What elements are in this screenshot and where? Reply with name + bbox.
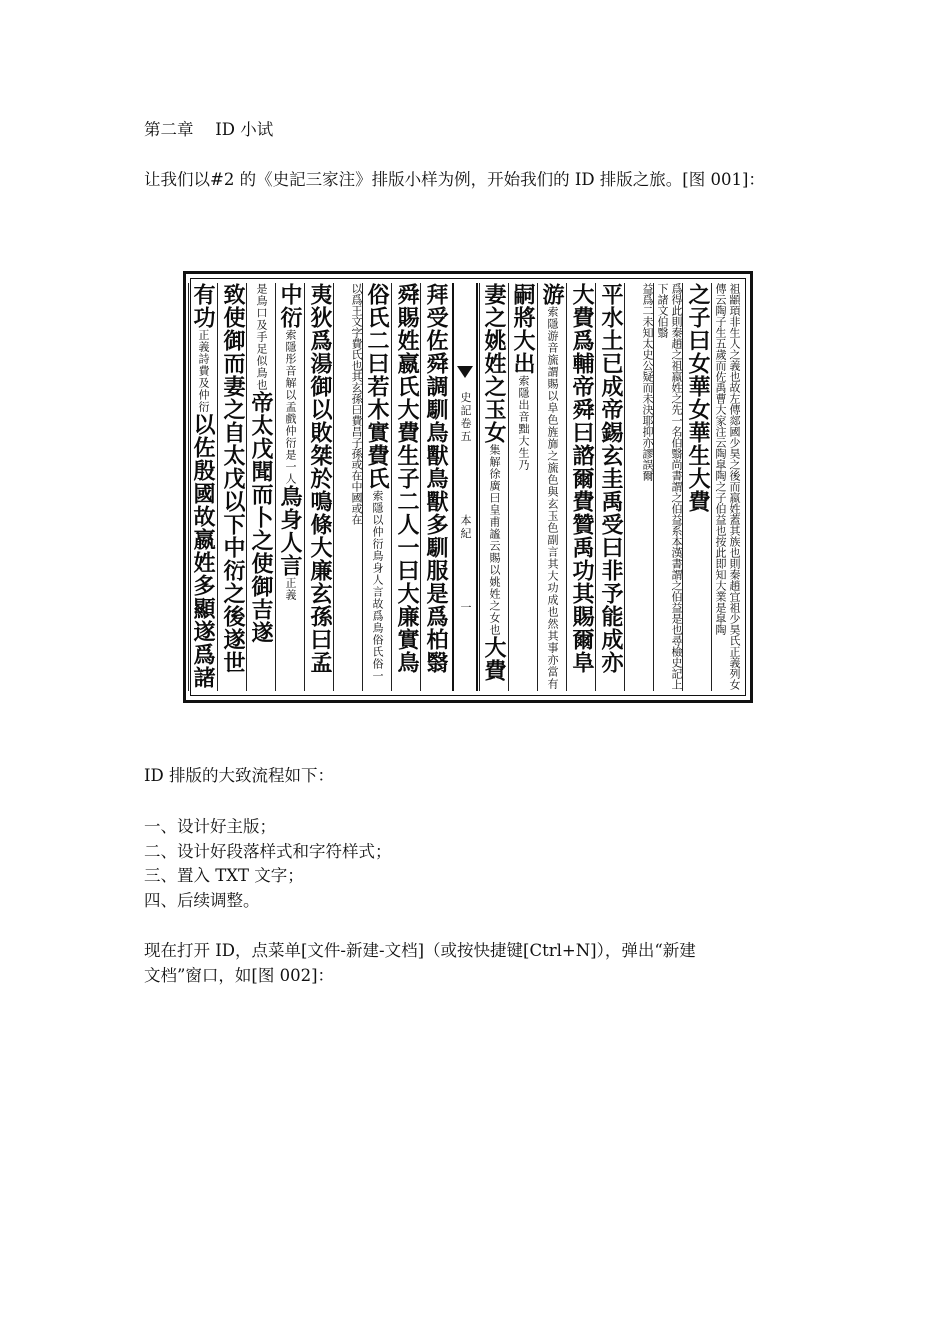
figure-column: 以爲王文字費氏也其玄孫曰費昌子孫或在中國或在: [333, 283, 363, 691]
process-intro: ID 排版的大致流程如下：: [144, 766, 334, 785]
figure-main-text: 游: [539, 283, 565, 306]
figure-main-text: 嗣將大出: [510, 283, 536, 375]
figure-column: 祖顓頊非生人之義也故左傳郯國少昊之後而嬴姓蓋其族也則秦趙宜祖少昊氏正義列女傳云陶子生五歲而佐禹曹大家注云陶皐陶之子伯益也按此即知大業是皐陶: [711, 283, 741, 691]
figure-main-text: 以佐殷國故嬴姓多顯遂爲諸: [190, 413, 216, 689]
figure-column: [508, 283, 538, 691]
figure-note: 索隱以仲衍鳥身人言故爲鳥俗氏俗一: [371, 490, 384, 682]
figure-note: 索隱游音旒謂賜以阜色旌旆之旒色與玄玉色副言其大功成也然其事亦當有: [546, 306, 559, 690]
figure-column: 益爲二未知太史公疑而未決耶抑亦謬誤爾: [624, 283, 654, 691]
figure-main-text: 妻之姚姓之玉女: [481, 283, 507, 444]
figure-column: [537, 283, 567, 691]
figure-note: 索隱彤音解以孟戲仲衍是一人: [284, 329, 297, 485]
figure-center-banner: [452, 283, 478, 691]
figure-inner-frame: [190, 278, 746, 696]
figure-column: 爲得此則秦趙之祖嬴姓之先一名伯翳尚書謂之伯益系本漢書謂之伯益是也尋檢史記上下諸文伯翳: [653, 283, 683, 691]
step-item: 一、设计好主版；: [144, 817, 276, 836]
banner-page-number: 一: [459, 601, 472, 615]
figure-main-text: 有功: [190, 283, 216, 329]
figure-column: [479, 283, 509, 691]
figure-column: [362, 283, 392, 691]
step-item: 四、后续调整。: [144, 891, 260, 910]
intro-paragraph: 让我们以#2 的《史記三家注》排版小样为例，开始我们的 ID 排版之旅。[图 001]：: [144, 170, 765, 189]
figure-note: 正義詩費及仲衍: [197, 329, 210, 413]
instruction-paragraph-line-1: 现在打开 ID，点菜单[文件-新建-文档]（或按快捷键[Ctrl+N]），弹出“新建: [144, 941, 696, 960]
figure-column: [188, 283, 218, 691]
figure-column: [275, 283, 305, 691]
figure-main-text: 俗氏二曰若木實費氏: [364, 283, 390, 490]
step-item: 二、设计好段落样式和字符样式；: [144, 842, 392, 861]
figure-main-text: 夷狄: [307, 283, 333, 329]
chapter-heading: 第二章 ID 小试: [144, 120, 274, 139]
instruction-paragraph-line-2: 文档”窗口，如[图 002]：: [144, 966, 335, 985]
figure-note: 集解徐廣曰皇甫謐云賜以姚姓之女也: [488, 444, 501, 636]
figure-column: [304, 283, 334, 691]
figure-main-text: 鳥身人言: [277, 485, 303, 577]
figure-main-text: 帝太戊聞而卜之使御吉遂: [248, 391, 274, 644]
figure-column: 致使御而妻之自太戊以下中衍之後遂世: [217, 283, 247, 691]
figure-shiji-sample: [183, 271, 753, 703]
banner-section: 本紀: [459, 514, 472, 541]
figure-column: 平水土已成帝錫玄圭禹受曰非予能成亦: [595, 283, 625, 691]
fish-tail-mark-icon: [457, 366, 473, 378]
figure-main-text: 中衍: [277, 283, 303, 329]
figure-column: 舜賜姓嬴氏大費生子二人一曰大廉實鳥: [391, 283, 421, 691]
figure-note: 索隱出音黜大生乃: [517, 375, 530, 471]
step-item: 三、置入 TXT 文字；: [144, 866, 304, 885]
figure-column: 拜受佐舜調馴鳥獸鳥獸多馴服是爲柏翳: [420, 283, 450, 691]
figure-note: 是鳥口及手足似鳥也: [255, 283, 268, 391]
figure-column: 之子曰女華女華生大費: [682, 283, 712, 691]
figure-main-text: 大費: [481, 636, 507, 682]
figure-note: 正義: [284, 577, 297, 601]
banner-book-title: 史記卷五: [459, 391, 472, 444]
figure-column: [246, 283, 276, 691]
figure-column: 大費爲輔帝舜曰諮爾費贊禹功其賜爾阜: [566, 283, 596, 691]
figure-main-text: 爲湯御以敗桀於鳴條大廉玄孫曰孟: [307, 329, 333, 674]
